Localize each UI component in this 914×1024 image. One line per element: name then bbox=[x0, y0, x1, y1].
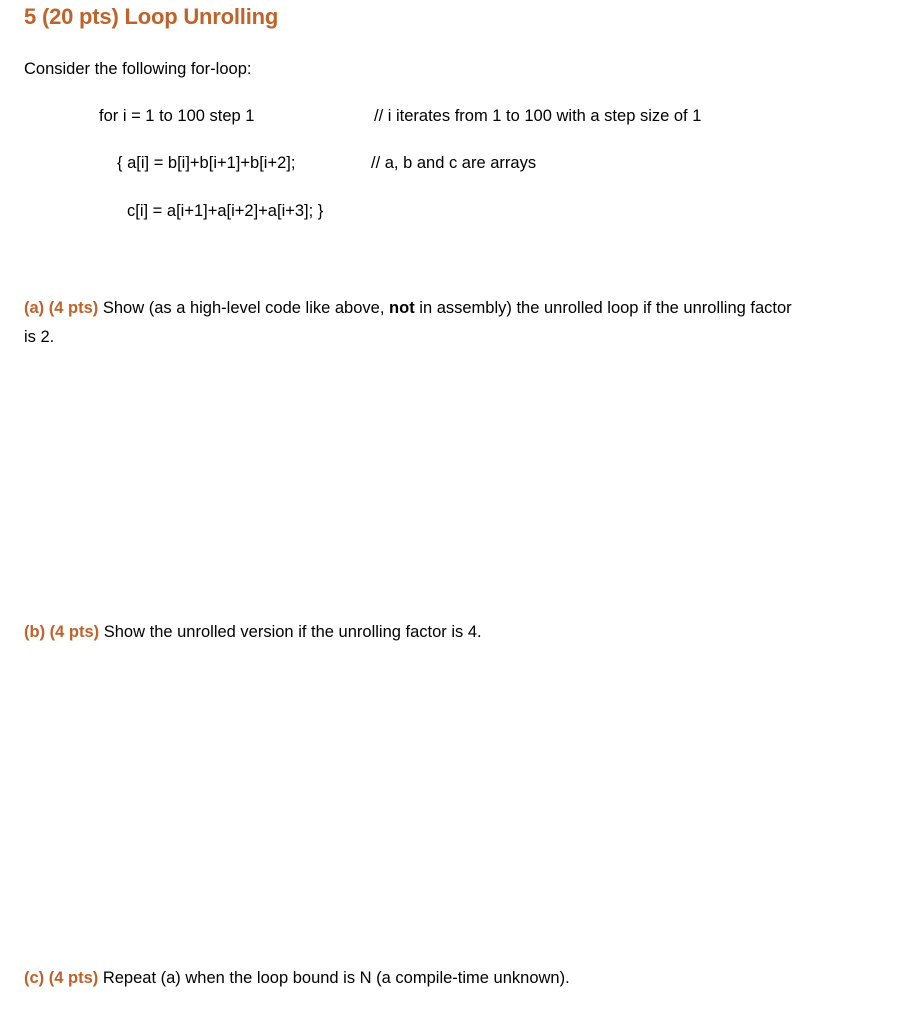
question-b-tag: (b) (4 pts) bbox=[24, 623, 100, 641]
question-c-tag: (c) (4 pts) bbox=[24, 969, 99, 987]
question-a bbox=[24, 298, 792, 318]
code-comment-1: // i iterates from 1 to 100 with a step size of 1 bbox=[374, 107, 702, 125]
code-line-2: { a[i] = b[i]+b[i+1]+b[i+2]; bbox=[117, 154, 296, 172]
question-c-text: Repeat (a) when the loop bound is N (a compile-time unknown). bbox=[102, 969, 570, 987]
code-comment-2: // a, b and c are arrays bbox=[371, 154, 537, 172]
code-line-1: for i = 1 to 100 step 1 bbox=[99, 107, 255, 125]
question-c bbox=[24, 968, 570, 988]
page-title: 5 (20 pts) Loop Unrolling bbox=[24, 4, 279, 29]
intro-text: Consider the following for-loop: bbox=[24, 60, 252, 78]
question-a-text-before: Show (as a high-level code like above, bbox=[102, 299, 385, 317]
question-a-tag: (a) (4 pts) bbox=[24, 299, 99, 317]
question-a-text-after: in assembly) the unrolled loop if the unrolling factor bbox=[419, 299, 792, 317]
question-a-bold: not bbox=[389, 299, 415, 317]
code-line-3: c[i] = a[i+1]+a[i+2]+a[i+3]; } bbox=[127, 202, 324, 220]
question-b-text: Show the unrolled version if the unrolling factor is 4. bbox=[103, 623, 482, 641]
question-b bbox=[24, 622, 482, 642]
question-a-line-2: is 2. bbox=[24, 328, 55, 346]
